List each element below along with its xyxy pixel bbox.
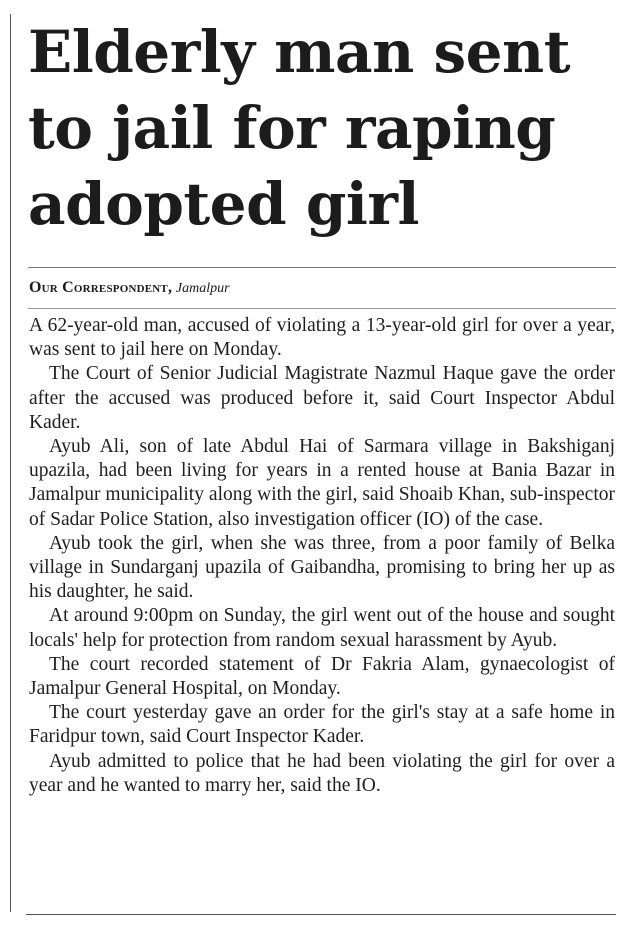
article-paragraph: The court yesterday gave an order for the girl's stay at a safe home in Faridpur town, said Court Inspector Kader. xyxy=(29,702,615,748)
headline-line-3: adopted girl xyxy=(28,170,419,238)
headline-line-2: to jail for raping xyxy=(28,94,556,162)
article-paragraph: Ayub admitted to police that he had been violating the girl for over a year and he wanted to marry her, said the IO. xyxy=(29,750,615,796)
byline-author: Our Correspondent, xyxy=(29,279,173,296)
byline-divider-bottom xyxy=(28,308,616,309)
column-rule-bottom xyxy=(26,914,616,915)
column-rule-left xyxy=(10,14,11,912)
article-body xyxy=(29,314,615,798)
article-paragraph: Ayub took the girl, when she was three, from a poor family of Belka village in Sundarganj upazila of Gaibandha, promising to bring her up as his daughter, he said. xyxy=(29,532,615,603)
article-paragraph: The court recorded statement of Dr Fakria Alam, gynaecologist of Jamalpur General Hospital, on Monday. xyxy=(29,653,615,700)
byline-location: Jamalpur xyxy=(175,281,230,296)
article-paragraph: Ayub Ali, son of late Abdul Hai of Sarmara village in Bakshiganj upazila, had been living for years in a rented house at Bania Bazar in Jamalpur municipality along with the girl, said Shoaib Khan, sub-inspector of Sadar Police Station, also investigation officer (IO) of the case. xyxy=(29,436,615,530)
byline-divider-top xyxy=(28,267,616,268)
headline-line-1: Elderly man sent xyxy=(28,18,571,86)
article-paragraph: At around 9:00pm on Sunday, the girl went out of the house and sought locals' help for protection from random sexual harassment by Ayub. xyxy=(29,605,615,651)
byline xyxy=(29,279,230,298)
article-paragraph: A 62-year-old man, accused of violating a 13-year-old girl for over a year, was sent to jail here on Monday. xyxy=(29,315,615,361)
article-paragraph: The Court of Senior Judicial Magistrate Nazmul Haque gave the order after the accused was produced before it, said Court Inspector Abdul Kader. xyxy=(29,363,615,433)
headline xyxy=(28,14,628,242)
